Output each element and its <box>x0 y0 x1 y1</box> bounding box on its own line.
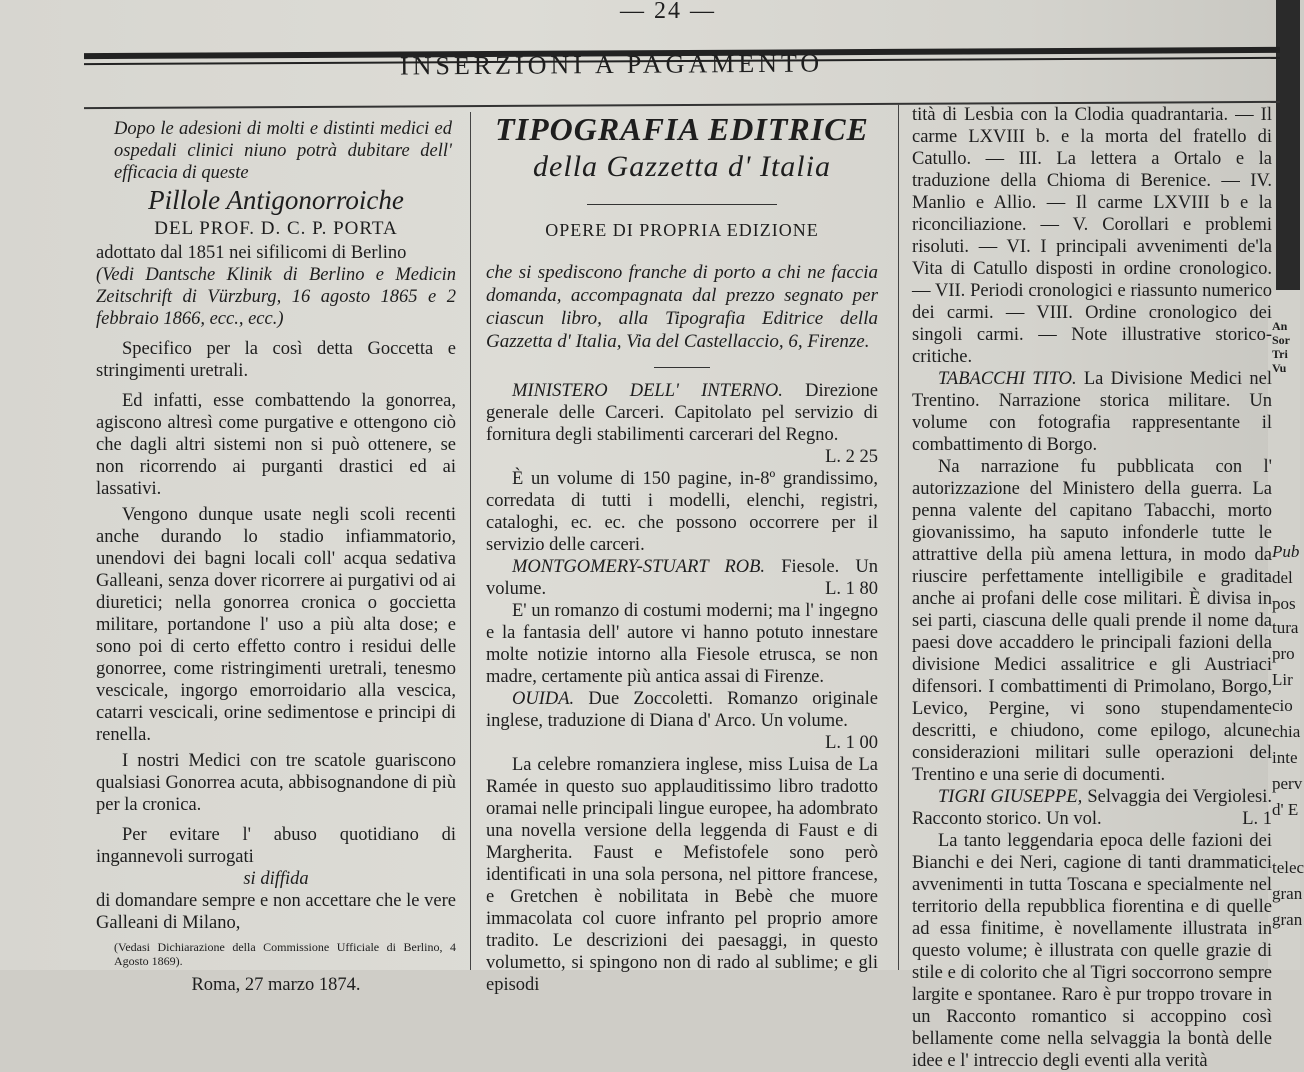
paragraph: di domandare sempre e non accettare che le vere Galleani di Milano, <box>96 891 456 933</box>
paragraph: Per evitare l' abuso quotidiano di ingannevoli surrogati <box>96 825 456 867</box>
entry-name: MINISTERO DELL' INTERNO. <box>512 381 783 401</box>
entry-text: Selvaggia dei Vergiolesi. Racconto storico. Un vol. <box>912 787 1272 829</box>
dateline: Roma, 27 marzo 1874. <box>191 975 361 995</box>
entry-text: Due Zoccoletti. Romanzo originale inglese, traduzione di Diana d' Arco. Un volume. <box>486 689 878 731</box>
column-middle <box>486 111 879 996</box>
catalogue-entry <box>912 786 1272 830</box>
column-left <box>96 118 456 996</box>
entry-text: Direzione generale delle Carceri. Capitolato pel servizio di fornitura degli stabilimenti carcerari del Regno. <box>486 381 879 445</box>
paragraph: Ed infatti, esse combattendo la gonorrea, agiscono altresì come purgative e ottengono ciò che dagli altri sistemi non si può ottenere, se non ricorrendo ai purganti drastici ed ai lassativi. <box>96 391 456 499</box>
catalogue-heading: OPERE DI PROPRIA EDIZIONE <box>545 220 819 240</box>
edge-line: Sor <box>1272 333 1290 347</box>
edge-line: telec <box>1272 858 1304 877</box>
column-divider <box>470 112 471 970</box>
entry-description: È un volume di 150 pagine, in-8º grandissimo, corredata di tutti i modelli, elenchi, registri, cataloghi, ec. ec. che possono occorrere per il servizio delle carceri. <box>486 469 878 555</box>
paragraph: I nostri Medici con tre scatole guariscono qualsiasi Gonorrea acuta, abbisognandone di più per la cronica. <box>96 751 456 815</box>
advert-title: Pillole Antigonorroiche <box>148 185 404 215</box>
edge-line: gran <box>1272 910 1303 929</box>
advert-reference: (Vedi Dantsche Klinik di Berlino e Medicin Zeitschrift di Vürzburg, 16 agosto 1865 e 2 febbraio 1866, ecc., ecc.) <box>96 265 456 329</box>
edge-line: pro <box>1272 644 1295 663</box>
publisher-title: TIPOGRAFIA EDITRICE <box>495 111 869 147</box>
catalogue-entry <box>912 368 1272 456</box>
edge-line: Pub <box>1272 542 1300 561</box>
edge-line: del <box>1272 568 1293 587</box>
advert-intro: Dopo le adesioni di molti e distinti medici ed ospedali clinici niuno potrà dubitare dell' efficacia di queste <box>114 119 452 183</box>
title-rule <box>587 204 777 205</box>
intro-rule <box>654 367 710 368</box>
edge-line: Vu <box>1272 361 1287 375</box>
entry-description: La celebre romanziera inglese, miss Luisa de La Ramée in questo suo applauditissimo libro tradotto oramai nelle principali lingue europee, ha adombrato una novella versione della leggenda di Faust e di Margherita. Faust e Mefistofele sono però identificati in una sola persona, nel pittore francese, e Gretchen è nobilitata in Bebè che muore immacolata col cuore infranto pel proprio amore tradito. Le descrizioni dei paesaggi, in questo volumetto, si spingono non di rado al sublime; e gli episodi <box>486 755 878 995</box>
paragraph: tità di Lesbia con la Clodia quadrantaria. — Il carme LXVIII b. e la morta del fratello di Catullo. — III. La lettera a Ortalo e la traduzione della Chioma di Berenice. — IV. Manlio e Allio. — Il carme LXVIII b e la riconciliazione. — V. Corollari e problemi risoluti. — VI. I principali avvenimenti de'la Vita di Catullo disposti in ordine cronologico. — VII. Periodi cronologici e riassunto numerico dei carmi. — VIII. Ordine cronologico dei singoli carmi. — Note illustrative storico-critiche. <box>912 105 1272 367</box>
entry-price: L. 1 00 <box>825 733 878 753</box>
entry-price: L. 1 <box>1242 809 1272 829</box>
edge-line: perv <box>1272 774 1303 793</box>
diffida-line: si diffida <box>243 869 309 889</box>
edge-line: pos <box>1272 594 1296 613</box>
entry-description: Na narrazione fu pubblicata con l' autorizzazione del Ministero della guerra. La penna valente del capitano Tabacchi, morto giovanissimo, ha saputo infonderle tutte le attrattive della più amena lettura, in modo da riuscire perfettamente intelligibile e gradita anche ai profani delle cose militari. È divisa in sei parti, ciascuna delle quali prende il nome da paesi dove accaddero le principali fazioni della divisione Medici assalitrice e gli Austriaci difensori. I combattimenti di Primolano, Borgo, Levico, Pergine, vi sono stupendamente descritti, e chiudono, come epilogo, alcune considerazioni militari sulle operazioni del Trentino e una serie di documenti. <box>912 457 1272 785</box>
page-number: — 24 — <box>620 0 716 24</box>
entry-text: La Divisione Medici nel Trentino. Narrazione storica militare. Un volume con fotografia rappresentante il combattimento di Borgo. <box>912 369 1273 455</box>
edge-line: gran <box>1272 884 1303 903</box>
catalogue-entry <box>486 380 879 467</box>
catalogue-entry <box>486 688 878 753</box>
edge-line: tura <box>1272 618 1299 637</box>
catalogue-intro: che si spediscono franche di porto a chi ne faccia domanda, accompagnata dal prezzo segnato per ciascun libro, alla Tipografia Editrice della Gazzetta d' Italia, Via del Castellaccio, 6, Firenze. <box>486 262 878 352</box>
edge-line: An <box>1272 319 1288 333</box>
publisher-subtitle: della Gazzetta d' Italia <box>533 150 831 183</box>
entry-price: L. 1 80 <box>825 579 878 599</box>
entry-description: E' un romanzo di costumi moderni; ma l' ingegno e la fantasia dell' autore vi hanno potuto innestare molte notizie intorno alla Fiesole etrusca, se non madre, certamente più antica assai di Firenze. <box>486 601 878 687</box>
column-right <box>912 104 1272 1072</box>
entry-name: TIGRI GIUSEPPE, <box>938 787 1083 807</box>
entry-name: MONTGOMERY-STUART ROB. <box>512 557 766 577</box>
entry-description: La tanto leggendaria epoca delle fazioni dei Bianchi e dei Neri, cagione di tanti drammatici avvenimenti in tutta Toscana e specialmente nel territorio della repubblica fiorentina e di quelle ad essa finitime, è novellamente illustrata in questo volume; è illustrata con quelle grazie di stile e di colorito che al Tigri soccorrono sempre largite e spontanee. Raro è pur troppo trovare in un Racconto romantico si accoppino così bellamente come nella selvaggia la bontà delle idee e l' intreccio degli eventi alla verità <box>912 831 1272 1071</box>
footnote: (Vedasi Dichiarazione della Commissione Ufficiale di Berlino, 4 Agosto 1869). <box>114 940 456 968</box>
edge-line: chia <box>1272 722 1301 741</box>
advert-author: DEL PROF. D. C. P. PORTA <box>154 218 398 239</box>
column-divider <box>898 104 899 970</box>
entry-text: Fiesole. Un volume. <box>486 557 878 599</box>
edge-line: inte <box>1272 748 1298 767</box>
adjacent-page-strip <box>1268 290 1304 970</box>
edge-line: d' E <box>1272 800 1299 819</box>
entry-name: OUIDA. <box>512 689 575 709</box>
entry-name: TABACCHI TITO. <box>938 369 1077 389</box>
edge-line: cio <box>1272 696 1293 715</box>
entry-price: L. 2 25 <box>825 447 878 467</box>
paragraph: Vengono dunque usate negli scoli recenti anche durando lo stadio infiammatorio, unendovi dei bagni locali coll' acqua sedativa Galleani, senza dover ricorrere ai purgativi od ai diuretici; nella gonorrea cronica o goccietta militare, portandone l' uso a più alta dose; e sono poi di certo effetto contro i residui delle gonorree, come ristringimenti uretrali, tenesmo vescicale, ingorgo emorroidario alla vescica, catarri vescicali, orine sedimentose e principi di renella. <box>96 505 456 745</box>
advert-adopted: adottato dal 1851 nei sifilicomi di Berlino <box>96 243 407 263</box>
edge-line: Lir <box>1272 670 1293 689</box>
paragraph: Specifico per la così detta Goccetta e stringimenti uretrali. <box>96 339 456 381</box>
catalogue-entry <box>486 556 878 600</box>
section-title: INSERZIONI A PAGAMENTO <box>399 48 824 81</box>
edge-line: Tri <box>1272 347 1288 361</box>
